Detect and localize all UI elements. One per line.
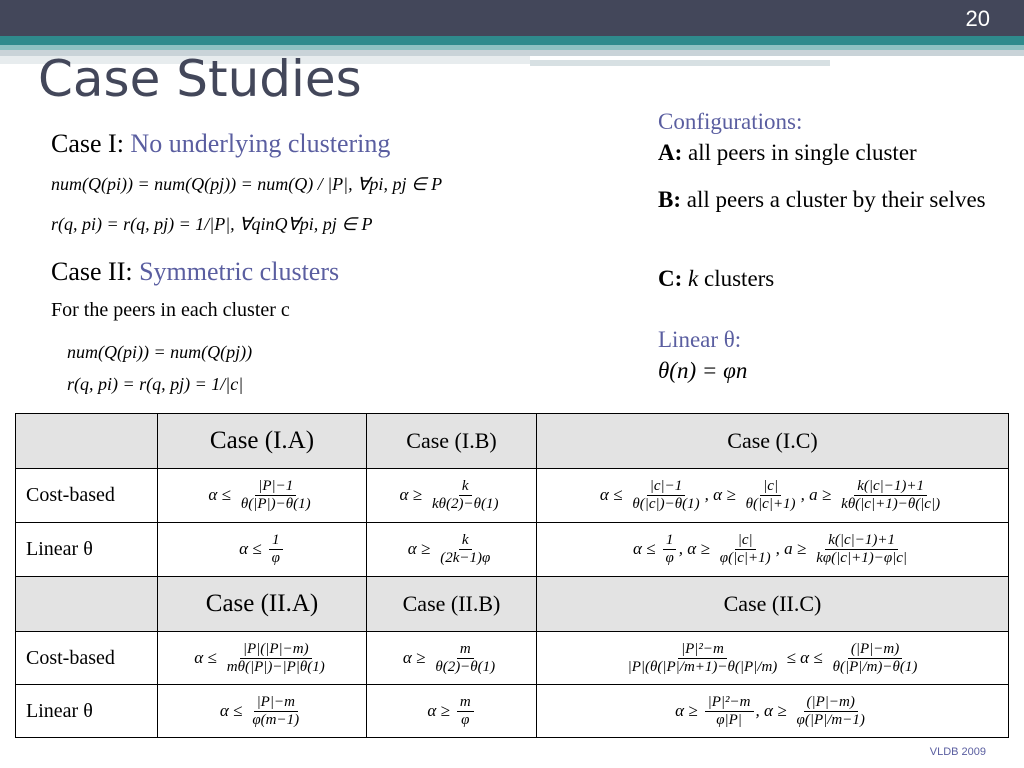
frac-den: φ [665, 550, 674, 566]
cell-ic-cost: α ≤ $\frac{|c|-1}{\theta(|c|)-\theta(1)}$ , α ≥ $\frac{|c|}{\theta(|c|+1)}$ , a ≥ $\frac{k(|c|-1)+1}{k\theta(|c|+1)-\theta(|c|)}$ [537, 469, 1009, 523]
cell-ia-linear: α ≤ $\frac{1}{\varphi}$ [158, 523, 367, 577]
frac-den: θ(|P|/m)−θ(1) [832, 658, 918, 675]
frac-num: m [457, 641, 474, 659]
table-row [16, 523, 1009, 577]
case2-intro: For the peers in each cluster c [51, 299, 290, 321]
cell-ia-cost: α ≤ $\frac{|P|-1}{\theta(|P|)-\theta(1)}$ [158, 469, 367, 523]
frac-num: |P|−1 [255, 478, 296, 496]
table-header-row-2 [16, 577, 1009, 632]
frac-num: k [459, 532, 472, 550]
frac-num: (|P|−m) [848, 641, 902, 659]
cell-ib-cost: α ≥ $\frac{k}{k\theta(2)-\theta(1)}$ [367, 469, 537, 523]
table-header-row-1 [16, 414, 1009, 469]
case2-prefix: Case II: [51, 257, 140, 286]
decor-band-white [530, 56, 950, 59]
header-case-iia: Case (II.A) [158, 577, 367, 632]
config-c-label: C: [658, 266, 683, 291]
row-label-cost: Cost-based [16, 469, 158, 523]
frac-num: |c| [735, 532, 756, 550]
header-case-iib: Case (II.B) [367, 577, 537, 632]
frac-den: θ(|P|)−θ(1) [240, 496, 311, 512]
frac-den: kφ(|c|+1)−φ|c| [816, 550, 908, 566]
config-a-label: A: [658, 140, 683, 165]
frac-den: kθ(|c|+1)−θ(|c|) [841, 496, 941, 512]
frac-num: |c|−1 [647, 478, 686, 496]
linear-formula: θ(n) = φn [658, 358, 748, 383]
cell-iib-cost: α ≥ $\frac{m}{\theta(2)-\theta(1)}$ [367, 632, 537, 685]
header-case-iic: Case (II.C) [537, 577, 1009, 632]
linear-heading: Linear θ: [658, 327, 742, 352]
frac-den: φ(|P|/m−1) [796, 711, 865, 728]
config-b [658, 184, 988, 215]
frac-den: |P|(θ(|P|/m+1)−θ(|P|/m) [627, 658, 778, 675]
decor-band-teal [0, 36, 1024, 45]
cell-ic-linear: α ≤ $\frac{1}{\varphi}$ , α ≥ $\frac{|c|}{\varphi(|c|+1)}$ , a ≥ $\frac{k(|c|-1)+1}{k\varphi(|c|+1)-\varphi|c|}$ [537, 523, 1009, 577]
frac-den: kθ(2)−θ(1) [432, 496, 499, 512]
case2-formula-2: r(q, pi) = r(q, pj) = 1/|c| [67, 374, 244, 394]
frac-num: k(|c|−1)+1 [825, 532, 898, 550]
config-b-label: B: [658, 187, 681, 212]
slide-number: 20 [965, 6, 990, 31]
config-heading: Configurations: [658, 109, 803, 134]
frac-num: m [457, 694, 474, 712]
frac-den: θ(|c|+1) [745, 496, 796, 512]
frac-den: (2k−1)φ [440, 550, 491, 566]
table-row [16, 469, 1009, 523]
frac-num: 1 [269, 532, 283, 550]
frac-den: mθ(|P|)−|P|θ(1) [226, 658, 325, 675]
table-row [16, 632, 1009, 685]
frac-num: 1 [663, 532, 677, 550]
decor-band-grey-3 [530, 60, 830, 66]
row-label-linear: Linear θ [16, 523, 158, 577]
row-label-cost: Cost-based [16, 632, 158, 685]
config-b-text: all peers a cluster by their selves [681, 187, 986, 212]
cell-iic-linear: α ≥ $\frac{\text{|P|²−m}}{\varphi|P|}$ , α ≥ $\frac{(|P|-m)}{\varphi(|P|/m-1)}$ [537, 685, 1009, 738]
frac-den: θ(2)−θ(1) [435, 658, 496, 675]
table-row [16, 685, 1009, 738]
frac-num: k [459, 478, 472, 496]
frac-num: |P|−m [254, 694, 298, 712]
frac-num: |c| [760, 478, 781, 496]
cell-iia-cost: α ≤ $\frac{|P|(|P|-m)}{m\theta(|P|)-|P|\theta(1)}$ [158, 632, 367, 685]
header-empty-cell [16, 577, 158, 632]
config-c-text: clusters [698, 266, 775, 291]
config-a-text: all peers in single cluster [682, 140, 917, 165]
config-a [658, 137, 917, 168]
config-c [658, 263, 774, 294]
case1-name: No underlying clustering [130, 129, 391, 158]
frac-den: φ [271, 550, 280, 566]
cell-ib-linear: α ≥ $\frac{k}{(2k-1)\varphi}$ [367, 523, 537, 577]
header-case-ic: Case (I.C) [537, 414, 1009, 469]
case1-prefix: Case I: [51, 129, 131, 158]
footer-text: VLDB 2009 [929, 746, 986, 758]
frac-num: |P|²−m [678, 641, 727, 659]
frac-num: (|P|−m) [804, 694, 858, 712]
frac-den: φ|P| [716, 711, 742, 728]
frac-den: φ [461, 711, 470, 728]
header-case-ia: Case (I.A) [158, 414, 367, 469]
header-empty-cell [16, 414, 158, 469]
header-case-ib: Case (I.B) [367, 414, 537, 469]
results-table [15, 413, 1009, 738]
case1-formula-2: r(q, pi) = r(q, pj) = 1/|P|, ∀qinQ∀pi, pj ∈ P [51, 214, 373, 234]
case1-heading [51, 129, 390, 159]
row-label-linear: Linear θ [16, 685, 158, 738]
frac-den: θ(|c|)−θ(1) [632, 496, 700, 512]
frac-den: φ(m−1) [252, 711, 300, 728]
frac-num: |P|(|P|−m) [240, 641, 312, 659]
frac-den: φ(|c|+1) [719, 550, 771, 566]
case2-name: Symmetric clusters [139, 257, 340, 286]
slide-title: Case Studies [38, 50, 362, 108]
cell-iia-linear: α ≤ $\frac{|P|-m}{\varphi(m-1)}$ [158, 685, 367, 738]
case2-formula-1: num(Q(pi)) = num(Q(pj)) [67, 342, 253, 362]
header-bar [0, 0, 1024, 36]
cell-iic-cost: $\frac{\text{|P|²−m}}{|P|(\theta(|P|/m+1)-\theta(|P|/m)}$ ≤ α ≤ $\frac{(|P|-m)}{\theta(|P|/m)-\theta(1)}$ [537, 632, 1009, 685]
case1-formula-1: num(Q(pi)) = num(Q(pj)) = num(Q) / |P|, ∀pi, pj ∈ P [51, 174, 443, 194]
config-c-k: k [688, 266, 699, 291]
cell-iib-linear: α ≥ $\frac{m}{\varphi}$ [367, 685, 537, 738]
case2-heading [51, 257, 339, 287]
frac-num: |P|²−m [705, 694, 754, 712]
frac-num: k(|c|−1)+1 [854, 478, 927, 496]
